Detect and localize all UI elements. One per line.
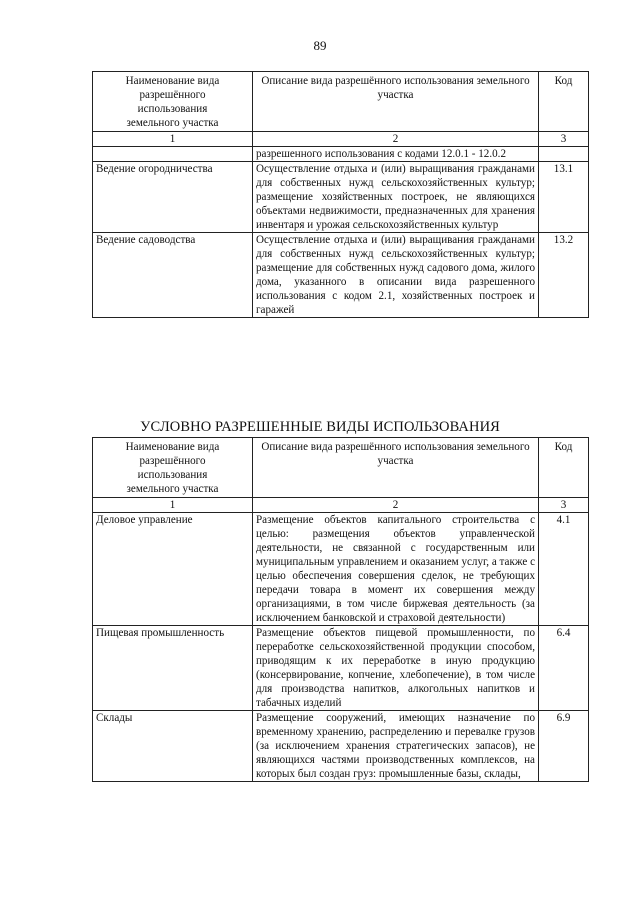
use-code xyxy=(539,147,589,162)
use-description: Осуществление отдыха и (или) выращивания гражданами для собственных нужд сельскохозяйственных культур; размещение хозяйственных построек, не являющихся объектами недвижимости, предназначенных для хранения инвентаря и урожая сельскохозяйственных культур xyxy=(253,162,539,233)
page-number: 89 xyxy=(313,38,327,53)
header-name: Наименование вида разрешённого использования земельного участка xyxy=(93,72,253,132)
table-row xyxy=(93,711,589,782)
use-description: Размещение объектов пищевой промышленности, по переработке сельскохозяйственной продукции способом, приводящим к их переработке в иную продукцию (консервирование, копчение, хлебопечение), в том числе для производства напитков, алкогольных напитков и табачных изделий xyxy=(253,626,539,711)
use-name: Склады xyxy=(93,711,253,782)
header-code: Код xyxy=(539,438,589,498)
use-name: Ведение садоводства xyxy=(93,233,253,318)
column-number: 3 xyxy=(539,132,589,147)
use-name: Деловое управление xyxy=(93,513,253,626)
table-row xyxy=(93,162,589,233)
column-number-row xyxy=(93,498,589,513)
table-header-row xyxy=(93,72,589,132)
section-heading: УСЛОВНО РАЗРЕШЕННЫЕ ВИДЫ ИСПОЛЬЗОВАНИЯ xyxy=(140,419,500,435)
header-code: Код xyxy=(539,72,589,132)
use-description: разрешенного использования с кодами 12.0.1 - 12.0.2 xyxy=(253,147,539,162)
permitted-use-table xyxy=(92,71,589,318)
table-row xyxy=(93,513,589,626)
table-row xyxy=(93,626,589,711)
table-row xyxy=(93,233,589,318)
column-number: 2 xyxy=(253,498,539,513)
use-name xyxy=(93,147,253,162)
use-description: Размещение сооружений, имеющих назначение по временному хранению, распределению и перевалке грузов (за исключением хранения стратегических запасов), не являющихся частями производственных комплексов, на которых был создан груз: промышленные базы, склады, xyxy=(253,711,539,782)
use-description: Размещение объектов капитального строительства с целью: размещения объектов управленческой деятельности, не связанной с государственным или муниципальным управлением и оказанием услуг, а также с целью обеспечения совершения сделок, не требующих передачи товара в момент их совершения между организациями, в том числе биржевая деятельность (за исключением банковской и страховой деятельности) xyxy=(253,513,539,626)
column-number: 3 xyxy=(539,498,589,513)
column-number: 1 xyxy=(93,132,253,147)
use-name: Пищевая промышленность xyxy=(93,626,253,711)
use-code: 6.9 xyxy=(539,711,589,782)
table-row xyxy=(93,147,589,162)
column-number: 1 xyxy=(93,498,253,513)
header-description: Описание вида разрешённого использования земельного участка xyxy=(253,438,539,498)
conditional-use-table xyxy=(92,437,589,782)
use-name: Ведение огородничества xyxy=(93,162,253,233)
header-name: Наименование вида разрешённого использования земельного участка xyxy=(93,438,253,498)
column-number-row xyxy=(93,132,589,147)
use-code: 13.2 xyxy=(539,233,589,318)
header-description: Описание вида разрешённого использования земельного участка xyxy=(253,72,539,132)
use-code: 13.1 xyxy=(539,162,589,233)
use-description: Осуществление отдыха и (или) выращивания гражданами для собственных нужд сельскохозяйственных культур; размещение для собственных нужд садового дома, жилого дома, указанного в описании вида разрешенного использования с кодом 2.1, хозяйственных построек и гаражей xyxy=(253,233,539,318)
use-code: 4.1 xyxy=(539,513,589,626)
use-code: 6.4 xyxy=(539,626,589,711)
table-header-row xyxy=(93,438,589,498)
column-number: 2 xyxy=(253,132,539,147)
